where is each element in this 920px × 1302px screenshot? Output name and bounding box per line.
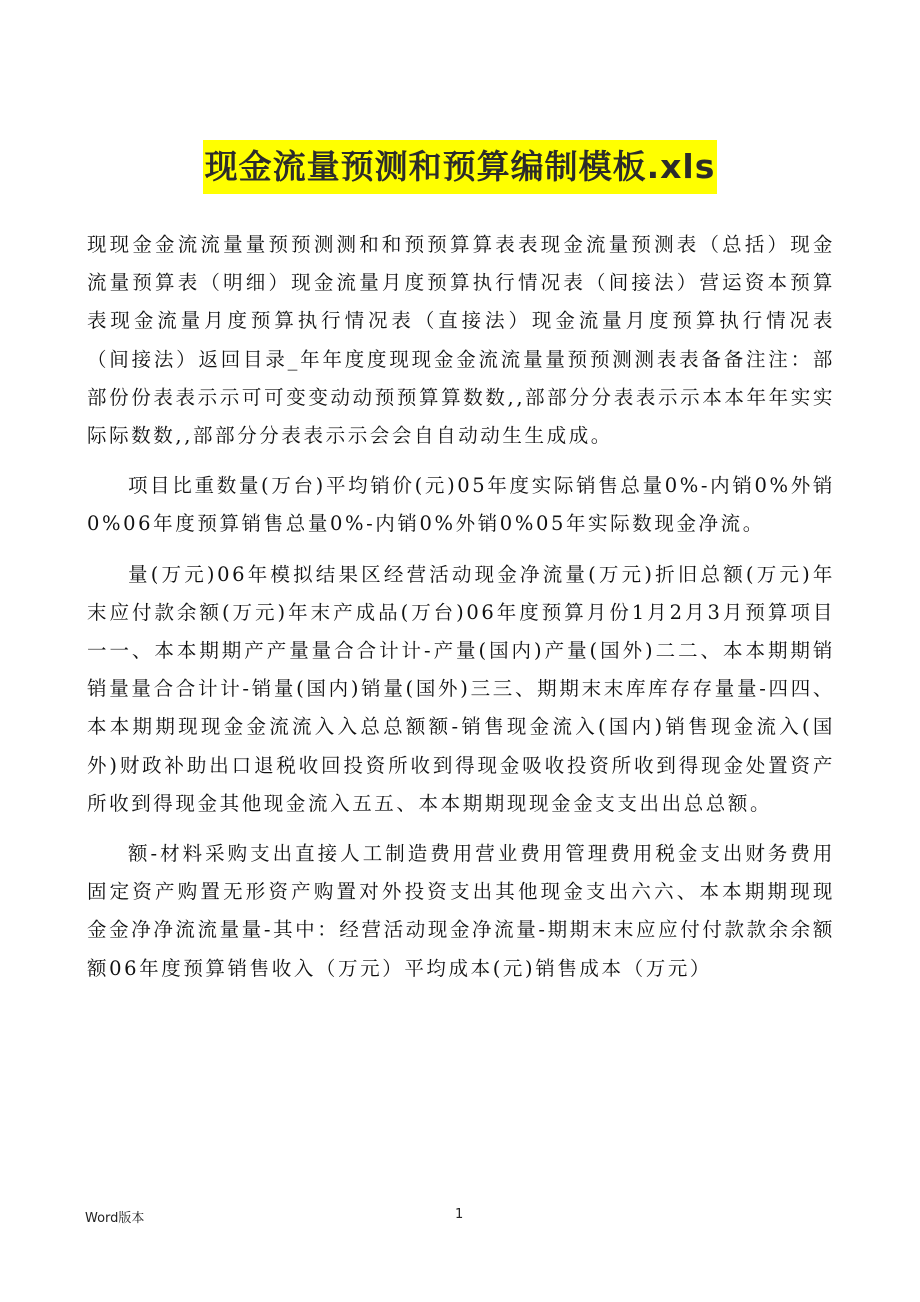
- paragraph-1: 现现金金流流量量预预测测和和预预算算表表现金流量预测表（总括）现金流量预算表（明细）现金流量月度预算执行情况表（间接法）营运资本预算表现金流量月度预算执行情况表（直接法）现金流量月度预算执行情况表（间接法）返回目录_年年度度现现金金流流量量预预测测表表备备注注：部部份份表表示示可可变变动动预预算算数数,,部部分分表表示示本本年年实实际际数数,,部部分分表表示示会会自自动动生生成成。: [87, 233, 835, 448]
- title-container: [0, 140, 920, 194]
- footer-version-label: Word版本: [85, 1211, 145, 1226]
- paragraph-3: 量(万元)06年模拟结果区经营活动现金净流量(万元)折旧总额(万元)年末应付款余额(万元)年末产成品(万台)06年度预算月份1月2月3月预算项目一一、本本期期产产量量合合计计-产量(国内)产量(国外)二二、本本期期销销量量合合计计-销量(国内)销量(国外)三三、期期末末库库存存量量-四四、本本期期现现金金流流入入总总额额-销售现金流入(国内)销售现金流入(国外)财政补助出口退税收回投资所收到得现金吸收投资所收到得现金处置资产所收到得现金其他现金流入五五、本本期期现现金金支支出出总总额。: [87, 562, 835, 815]
- document-body: [87, 226, 835, 1000]
- paragraph-2: 项目比重数量(万台)平均销价(元)05年度实际销售总量0%-内销0%外销0%06年度预算销售总量0%-内销0%外销0%05年实际数现金净流。: [87, 474, 835, 536]
- footer-page-number: 1: [455, 1207, 464, 1222]
- paragraph-4: 额-材料采购支出直接人工制造费用营业费用管理费用税金支出财务费用固定资产购置无形资产购置对外投资支出其他现金支出六六、本本期期现现金金净净流流量量-其中：经营活动现金净流量-期期末末应应付付款款余余额额06年度预算销售收入（万元）平均成本(元)销售成本（万元）: [87, 842, 835, 980]
- document-title: 现金流量预测和预算编制模板.xls: [203, 140, 718, 194]
